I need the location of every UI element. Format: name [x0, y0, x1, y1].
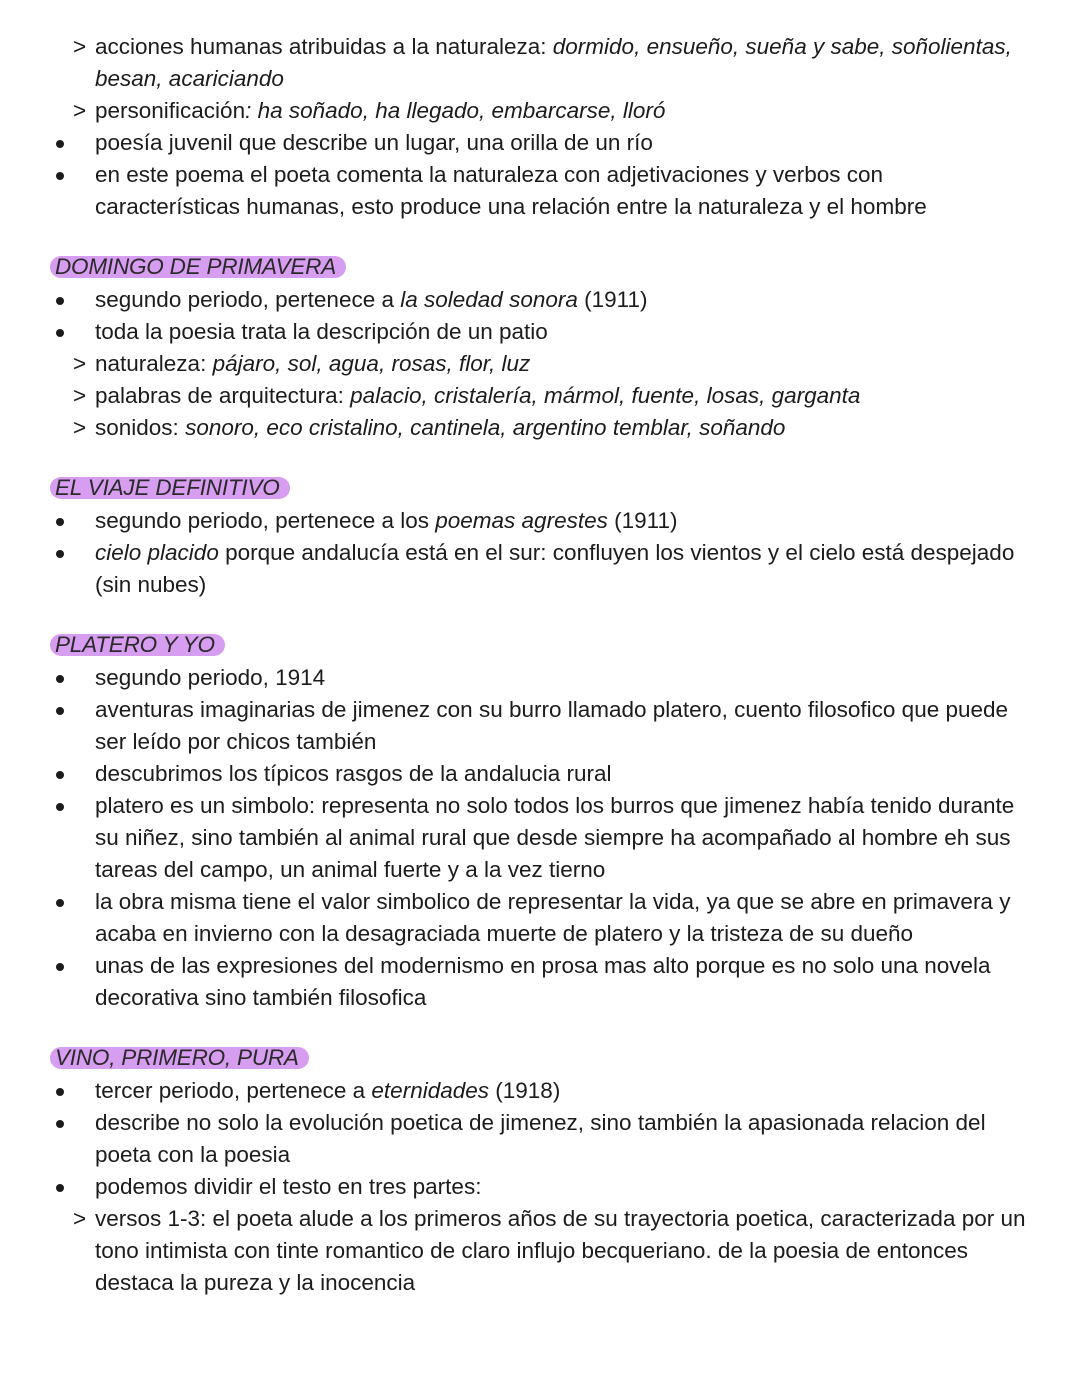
intro-sub1-italic: dormido, ensueño, sueña y sabe, soñolientas, besan, acariciando — [95, 34, 1012, 91]
platero-b5-text: la obra misma tiene el valor simbolico de representar la vida, ya que se abre en primavera y acaba en invierno con la desagraciada muerte de platero y la tristeza de su dueño — [95, 889, 1011, 946]
viaje-bullet-1 — [0, 505, 1080, 537]
vino-bullet-3 — [0, 1171, 1080, 1203]
bullet-dot — [56, 140, 64, 148]
intro-bullet-1 — [0, 127, 1080, 159]
bullet-dot — [56, 771, 64, 779]
platero-b3-text: descubrimos los típicos rasgos de la andalucia rural — [95, 761, 612, 786]
domingo-bullet-1 — [0, 284, 1080, 316]
sub-marker: > — [73, 34, 87, 59]
intro-bullet-2 — [0, 159, 1080, 223]
sub-marker: > — [73, 351, 87, 376]
platero-b4-text: platero es un simbolo: representa no solo todos los burros que jimenez había tenido durante su niñez, sino también al animal rural que desde siempre ha acompañado al hombre eh sus tareas del campo, un animal fuerte y a la vez tierno — [95, 793, 1015, 882]
domingo-s2-italic: palacio, cristalería, mármol, fuente, losas, garganta — [350, 383, 861, 408]
platero-b6-text: unas de las expresiones del modernismo en prosa mas alto porque es no solo una novela decorativa sino también filosofica — [95, 953, 991, 1010]
bullet-dot — [56, 963, 64, 971]
domingo-s2-prefix: palabras de arquitectura: — [95, 383, 351, 408]
domingo-b1-suffix: (1911) — [577, 287, 648, 312]
intro-sub-item-2 — [0, 95, 1080, 127]
domingo-sub-item-3 — [0, 412, 1080, 444]
section-heading-domingo — [0, 253, 1080, 284]
section-title-platero: PLATERO Y YO — [50, 634, 225, 656]
platero-bullet-5 — [0, 886, 1080, 950]
vino-b1-suffix: (1918) — [489, 1078, 561, 1103]
platero-bullet-4 — [0, 790, 1080, 886]
platero-bullet-3 — [0, 758, 1080, 790]
platero-b2-text: aventuras imaginarias de jimenez con su burro llamado platero, cuento filosofico que puede ser leído por chicos también — [95, 697, 1009, 754]
bullet-dot — [56, 1184, 64, 1192]
sub-marker: > — [73, 383, 87, 408]
domingo-s3-prefix: sonidos: — [95, 415, 186, 440]
intro-bullet-1-text: poesía juvenil que describe un lugar, una orilla de un río — [95, 130, 653, 155]
domingo-s3-italic: sonoro, eco cristalino, cantinela, argentino temblar, soñando — [185, 415, 786, 440]
platero-bullet-2 — [0, 694, 1080, 758]
section-title-viaje: EL VIAJE DEFINITIVO — [50, 477, 290, 499]
notes-page — [0, 31, 1080, 1299]
domingo-b1-italic: la soledad sonora — [400, 287, 578, 312]
vino-bullet-2 — [0, 1107, 1080, 1171]
bullet-dot — [56, 518, 64, 526]
platero-bullet-6 — [0, 950, 1080, 1014]
vino-b2-text: describe no solo la evolución poetica de jimenez, sino también la apasionada relacion del poeta con la poesia — [95, 1110, 986, 1167]
bullet-dot — [56, 550, 64, 558]
intro-sub1-prefix: acciones humanas atribuidas a la naturaleza: — [95, 34, 553, 59]
sub-marker: > — [73, 98, 87, 123]
viaje-b2-suffix: porque andalucía está en el sur: confluyen los vientos y el cielo está despejado (sin nubes) — [95, 540, 1015, 597]
bullet-dot — [56, 899, 64, 907]
bullet-dot — [56, 803, 64, 811]
vino-sub-item-1 — [0, 1203, 1080, 1299]
viaje-b1-suffix: (1911) — [607, 508, 678, 533]
intro-sub-item-1 — [0, 31, 1080, 95]
section-title-domingo: DOMINGO DE PRIMAVERA — [50, 256, 346, 278]
viaje-b2-italic: cielo placido — [95, 540, 219, 565]
viaje-b1-prefix: segundo periodo, pertenece a los — [95, 508, 436, 533]
section-heading-vino — [0, 1044, 1080, 1075]
section-heading-viaje — [0, 474, 1080, 505]
bullet-dot — [56, 297, 64, 305]
domingo-b2-text: toda la poesia trata la descripción de un patio — [95, 319, 548, 344]
domingo-sub-item-2 — [0, 380, 1080, 412]
section-heading-platero — [0, 631, 1080, 662]
vino-b1-prefix: tercer periodo, pertenece a — [95, 1078, 372, 1103]
viaje-b1-italic: poemas agrestes — [435, 508, 608, 533]
sub-marker: > — [73, 1206, 87, 1231]
bullet-dot — [56, 675, 64, 683]
domingo-bullet-2 — [0, 316, 1080, 348]
intro-sub2-italic: : ha soñado, ha llegado, embarcarse, lloró — [245, 98, 666, 123]
bullet-dot — [56, 707, 64, 715]
bullet-dot — [56, 329, 64, 337]
bullet-dot — [56, 1120, 64, 1128]
platero-b1-text: segundo periodo, 1914 — [95, 665, 326, 690]
section-title-vino: VINO, PRIMERO, PURA — [50, 1047, 309, 1069]
viaje-bullet-2 — [0, 537, 1080, 601]
vino-b1-italic: eternidades — [371, 1078, 490, 1103]
domingo-sub-item-1 — [0, 348, 1080, 380]
sub-marker: > — [73, 415, 87, 440]
intro-sub2-prefix: personificación — [95, 98, 246, 123]
vino-bullet-1 — [0, 1075, 1080, 1107]
domingo-s1-italic: pájaro, sol, agua, rosas, flor, luz — [212, 351, 531, 376]
domingo-b1-prefix: segundo periodo, pertenece a — [95, 287, 401, 312]
bullet-dot — [56, 1088, 64, 1096]
vino-s1-text: versos 1-3: el poeta alude a los primeros años de su trayectoria poetica, caracterizada por un tono intimista con tinte romantico de claro influjo becqueriano. de la poesia de entonces destaca la pureza y la inocencia — [95, 1206, 1026, 1295]
domingo-s1-prefix: naturaleza: — [95, 351, 213, 376]
platero-bullet-1 — [0, 662, 1080, 694]
intro-bullet-2-text: en este poema el poeta comenta la naturaleza con adjetivaciones y verbos con características humanas, esto produce una relación entre la naturaleza y el hombre — [95, 162, 927, 219]
bullet-dot — [56, 172, 64, 180]
vino-b3-text: podemos dividir el testo en tres partes: — [95, 1174, 482, 1199]
